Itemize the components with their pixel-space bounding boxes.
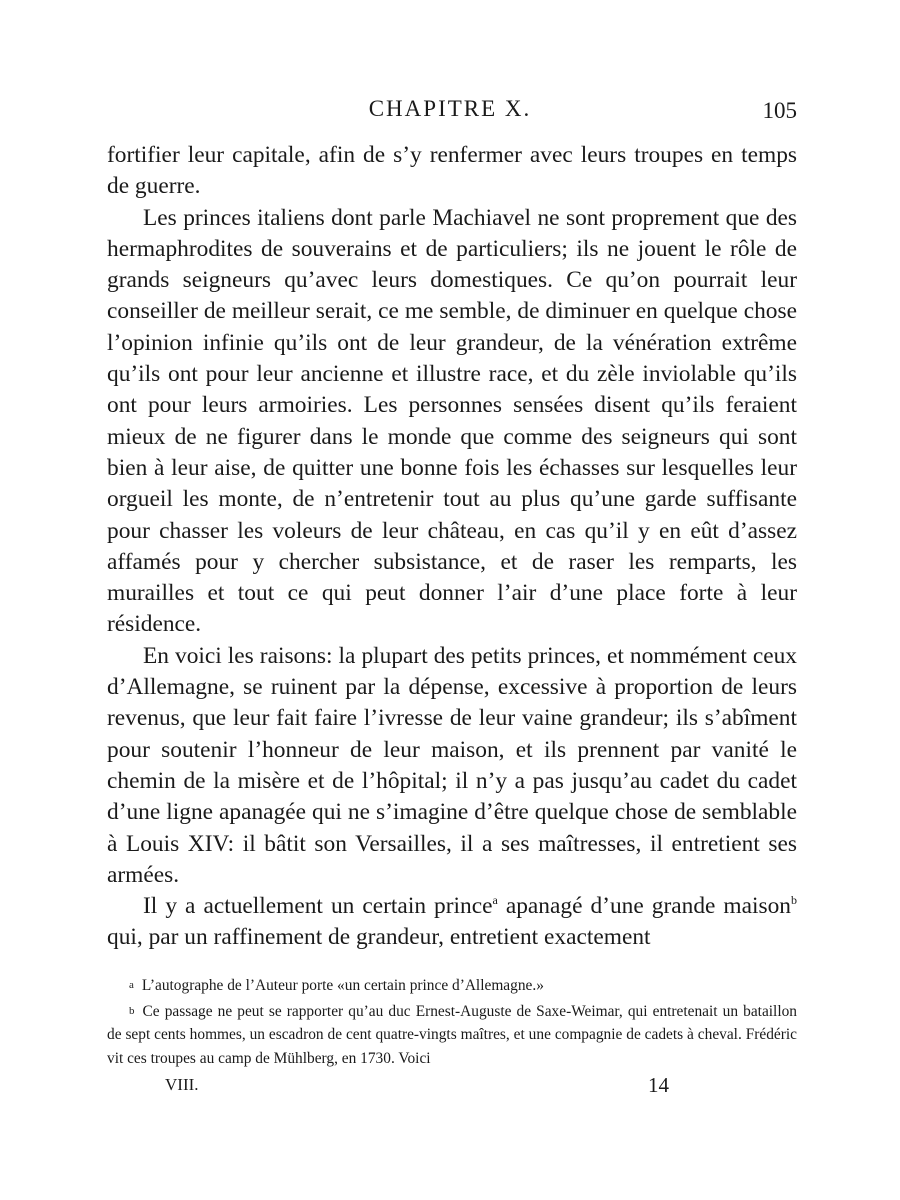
footnote-mark: a <box>129 979 134 991</box>
footnote-mark: b <box>129 1004 135 1017</box>
paragraph: fortifier leur capitale, afin de s’y renfermer avec leurs troupes en temps de guerre. <box>107 142 797 200</box>
footnote <box>107 974 797 998</box>
paragraph: En voici les raisons: la plupart des petits princes, et nommément ceux d’Allemagne, se ruinent par la dépense, excessive à proportion de leurs revenus, que leur fait faire l’ivresse de leur vaine grandeur; ils s’abîment pour soutenir l’honneur de leur maison, et ils prennent par vanité le chemin de la misère et de l’hôpital; il n’y a pas jusqu’au cadet du cadet d’une ligne apanagée qui ne s’imagine d’être quelque chose de semblable à Louis XIV: il bâtit son Versailles, il a ses maîtresses, il entretient ses armées. <box>107 642 797 888</box>
gathering-signature: 14 <box>648 1073 669 1097</box>
page-number: 105 <box>762 98 797 123</box>
paragraph-text: Il y a actuellement un certain prince <box>143 893 493 920</box>
footnote-text: Ce passage ne peut se rapporter qu’au duc Ernest-Auguste de Saxe-Weimar, qui entretenait un bataillon de sept cents hommes, un escadron de cent quatre-vingts maîtres, et une compagnie de cadets à cheval. Frédéric vit ces troupes au camp de Mühlberg, en 1730. Voici <box>107 1002 797 1067</box>
paragraph-text: apanagé d’une grande maison <box>497 893 791 920</box>
chapter-title: CHAPITRE X. <box>368 96 532 121</box>
paragraph: Les princes italiens dont parle Machiavel ne sont proprement que des hermaphrodites de souverains et de particuliers; ils ne jouent le rôle de grands seigneurs qu’avec leurs domestiques. Ce qu’on pourrait leur conseiller de meilleur serait, ce me semble, de diminuer en quelque chose l’opinion infinie qu’ils ont de leur grandeur, de la vénération extrême qu’ils ont pour leur ancienne et illustre race, et du zèle inviolable qu’ils ont pour leurs armoiries. Les personnes sensées disent qu’ils feraient mieux de ne figurer dans le monde que comme des seigneurs qui sont bien à leur aise, de quitter une bonne fois les échasses sur lesquelles leur orgueil les monte, de n’entretenir tout au plus qu’une garde suffisante pour chasser les voleurs de leur château, en cas qu’il y en eût d’assez affamés pour y chercher subsistance, et de raser les remparts, les murailles et tout ce qui peut donner l’air d’une place forte à leur résidence. <box>107 204 797 638</box>
paragraph <box>107 891 797 954</box>
main-text <box>107 140 797 954</box>
footnote-reference[interactable]: b <box>791 893 797 908</box>
footnote-reference[interactable]: a <box>492 893 498 908</box>
footnotes <box>107 974 797 1072</box>
footnote-text: L’autographe de l’Auteur porte «un certain prince d’Allemagne.» <box>141 977 544 994</box>
footnote <box>107 1000 797 1071</box>
paragraph-text: qui, par un raffinement de grandeur, entretient exactement <box>107 924 651 951</box>
volume-signature: VIII. <box>165 1075 199 1094</box>
